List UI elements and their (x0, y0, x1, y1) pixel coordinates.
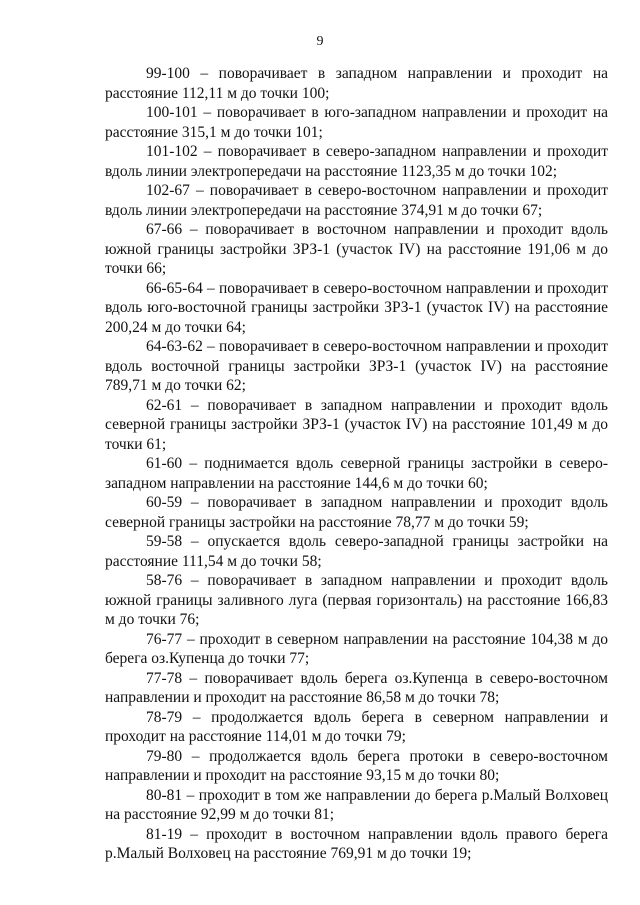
boundary-segment-paragraph: 59-58 – опускается вдоль северо-западной границы застройки на расстояние 111,54 м до точки 58; (105, 533, 608, 570)
boundary-segment-paragraph: 60-59 – поворачивает в западном направлении и проходит вдоль северной границы застройки на расстояние 78,77 м до точки 59; (105, 494, 608, 531)
boundary-segment-paragraph: 76-77 – проходит в северном направлении на расстояние 104,38 м до берега оз.Купенца до точки 77; (105, 630, 608, 667)
boundary-segment-paragraph: 100-101 – поворачивает в юго-западном направлении и проходит на расстояние 315,1 м до точки 101; (105, 104, 608, 141)
boundary-segment-paragraph: 99-100 – поворачивает в западном направлении и проходит на расстояние 112,11 м до точки 100; (105, 65, 608, 102)
boundary-segment-paragraph: 102-67 – поворачивает в северо-восточном направлении и проходит вдоль линии электропередачи на расстояние 374,91 м до точки 67; (105, 182, 608, 219)
boundary-segment-paragraph: 78-79 – продолжается вдоль берега в северном направлении и проходит на расстояние 114,01 м до точки 79; (105, 708, 608, 745)
boundary-segment-paragraph: 61-60 – поднимается вдоль северной границы застройки в северо-западном направлении на расстояние 144,6 м до точки 60; (105, 455, 608, 492)
boundary-segment-paragraph: 77-78 – поворачивает вдоль берега оз.Купенца в северо-восточном направлении и проходит на расстояние 86,58 м до точки 78; (105, 669, 608, 706)
boundary-segment-paragraph: 66-65-64 – поворачивает в северо-восточном направлении и проходит вдоль юго-восточной границы застройки ЗРЗ-1 (участок IV) на расстояние 200,24 м до точки 64; (105, 279, 608, 336)
boundary-segment-paragraph: 64-63-62 – поворачивает в северо-восточном направлении и проходит вдоль восточной границы застройки ЗРЗ-1 (участок IV) на расстояние 789,71 м до точки 62; (105, 338, 608, 394)
boundary-segment-paragraph: 62-61 – поворачивает в западном направлении и проходит вдоль северной границы застройки ЗРЗ-1 (участок IV) на расстояние 101,49 м до точки 61; (105, 396, 608, 453)
page-number: 9 (316, 34, 324, 49)
boundary-segment-paragraph: 79-80 – продолжается вдоль берега протоки в северо-восточном направлении и проходит на расстояние 93,15 м до точки 80; (105, 747, 608, 784)
boundary-segment-paragraph: 81-19 – проходит в восточном направлении вдоль правого берега р.Малый Волховец на расстояние 769,91 м до точки 19; (105, 825, 608, 862)
document-body (105, 64, 608, 864)
boundary-segment-paragraph: 67-66 – поворачивает в восточном направлении и проходит вдоль южной границы застройки ЗРЗ-1 (участок IV) на расстояние 191,06 м до точки 66; (105, 221, 608, 277)
boundary-segment-paragraph: 58-76 – поворачивает в западном направлении и проходит вдоль южной границы заливного луга (первая горизонталь) на расстояние 166,83 м до точки 76; (105, 572, 608, 628)
boundary-segment-paragraph: 101-102 – поворачивает в северо-западном направлении и проходит вдоль линии электропередачи на расстояние 1123,35 м до точки 102; (105, 143, 608, 180)
boundary-segment-paragraph: 80-81 – проходит в том же направлении до берега р.Малый Волховец на расстояние 92,99 м до точки 81; (105, 786, 608, 823)
